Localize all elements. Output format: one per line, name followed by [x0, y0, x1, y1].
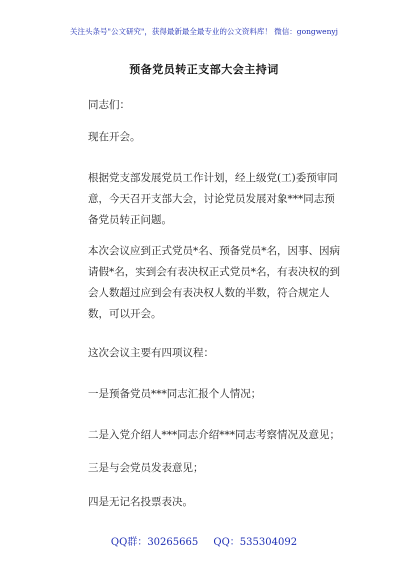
- paragraph-attendance: 本次会议应到正式党员*名、预备党员*名，因事、因病请假*名，实到会有表决权正式党员*名，有表决权的到会人数超过应到会有表决权人数的半数，符合规定人数，可以开会。: [88, 245, 340, 320]
- paragraph-salutation: 同志们：: [88, 99, 130, 111]
- agenda-item-2: 二是入党介绍人***同志介绍***同志考察情况及意见；: [88, 429, 340, 441]
- agenda-item-4: 四是无记名投票表决。: [88, 496, 193, 508]
- agenda-item-3: 三是与会党员发表意见；: [88, 462, 204, 474]
- agenda-item-1: 一是预备党员***同志汇报个人情况；: [88, 388, 262, 400]
- paragraph-background: 根据党支部发展党员工作计划，经上级党(工)委预审同意，今天召开支部大会，讨论党员发展对象***同志预备党员转正问题。: [88, 172, 338, 226]
- footer-qq: QQ：535304092: [213, 537, 298, 548]
- paragraph-opening: 现在开会。: [88, 131, 141, 143]
- paragraph-agenda-intro: 这次会议主要有四项议程：: [88, 347, 214, 359]
- footer-contact: [0, 533, 408, 548]
- document-title: 预备党员转正支部大会主持词: [129, 63, 279, 76]
- header-note: 关注头条号"公文研究"，获得最新最全最专业的公文资料库！ 微信：gongwenyj: [70, 27, 338, 36]
- footer-qq-group: QQ群：30265665: [110, 537, 199, 548]
